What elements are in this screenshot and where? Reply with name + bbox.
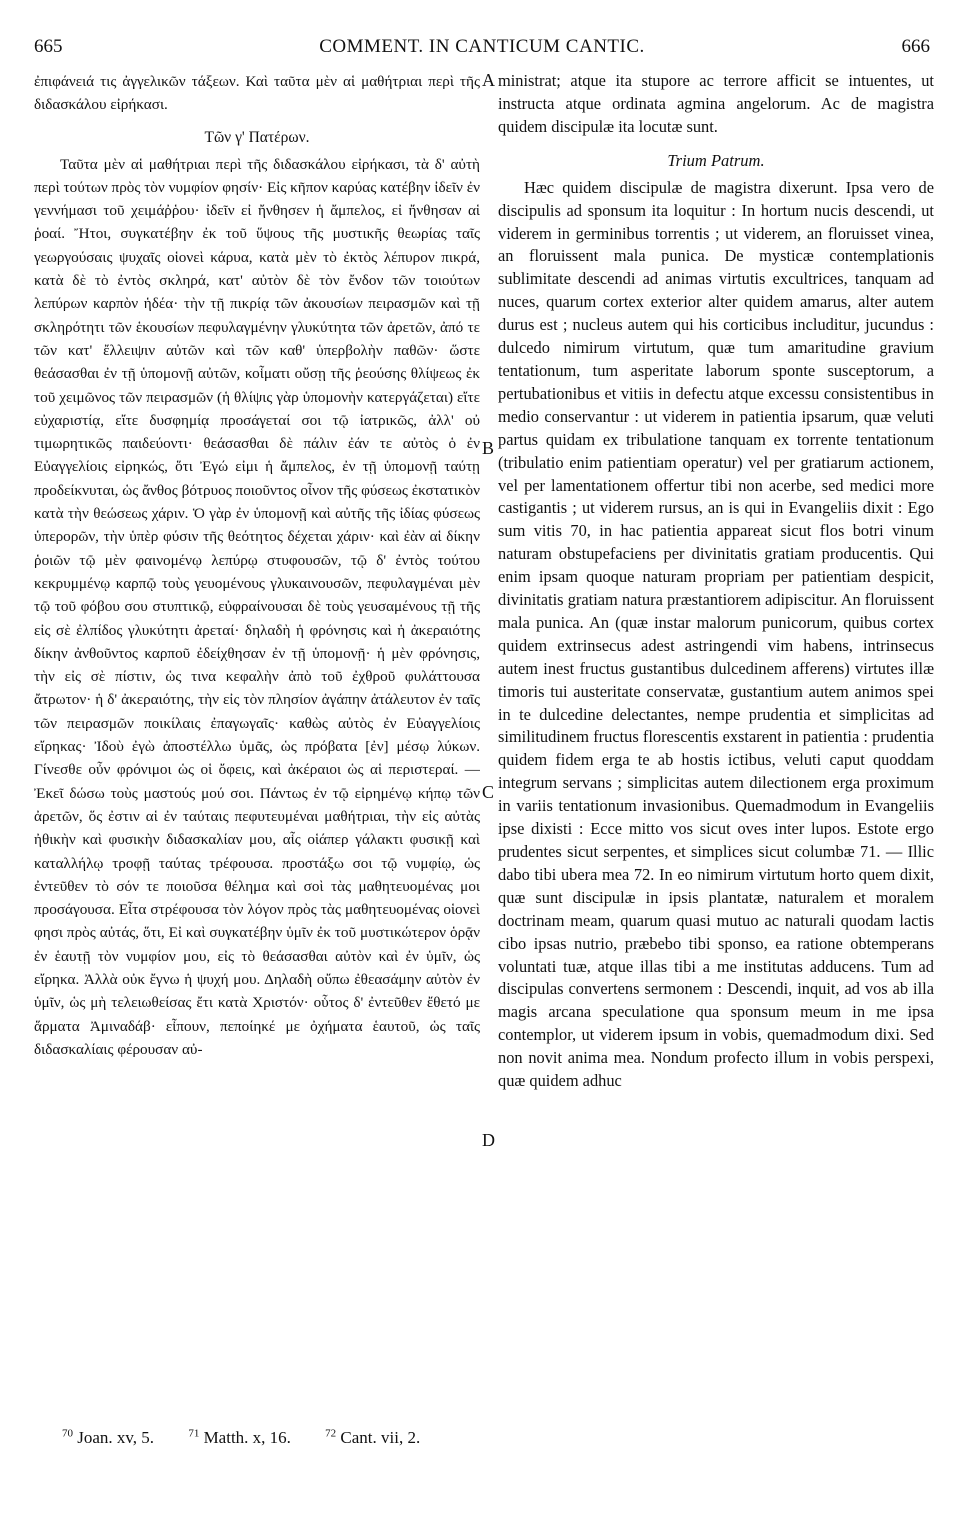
latin-intro: ministrat; atque ita stupore ac terrore afficit se intuentes, ut instructa atque ordinata agmina angelorum. Ac de magistra quidem discipulæ ita locutæ sunt.	[498, 71, 934, 136]
greek-section-heading: Τῶν γ' Πατέρων.	[204, 128, 310, 146]
footnote	[188, 1428, 291, 1447]
footnote-text: Matth. x, 16.	[203, 1427, 291, 1447]
marker-d: D	[482, 1130, 495, 1150]
footnote	[62, 1428, 154, 1447]
greek-intro: ἐπιφάνειά τις ἀγγελικῶν τάξεων. Καὶ ταῦτα μὲν αἱ μαθήτριαι περὶ τῆς διδασκάλου εἰρήκασι.	[34, 73, 480, 114]
marker-b: B	[482, 438, 495, 458]
footnote-number: 72	[325, 1427, 337, 1439]
right-page-number: 666	[901, 36, 930, 57]
footnote-number: 70	[62, 1427, 73, 1439]
footnote-text: Cant. vii, 2.	[340, 1427, 421, 1447]
greek-column	[34, 70, 480, 1400]
footnotes	[62, 1427, 922, 1448]
left-page-number: 665	[34, 36, 63, 57]
marker-c: C	[482, 782, 495, 802]
marker-a: A	[482, 70, 495, 90]
footnote-number: 71	[188, 1427, 200, 1439]
footnote-text: Joan. xv, 5.	[77, 1427, 155, 1447]
running-title: COMMENT. IN CANTICUM CANTIC.	[319, 36, 645, 57]
latin-body: Hæc quidem discipulæ de magistra dixerunt. Ipsa vero de discipulis ad sponsum ita loquitur : In hortum nucis descendi, ut viderem in germinibus torrentis ; ut viderem, an floruisset vinea, an floruissent mala punica. De mysticæ contemplationis sublimitate descendi ad animas virtutis excultrices, tanquam ad nuces, quarum cortex exterior alter quidem amarus, alter autem durus est ; nucleus autem qui his corticibus includitur, jucundus : dulcedo nimirum virtutum, quæ tum amaritudine gravium tentationum, tum asperitate laborum sponte susceptorum, a pertubationibus et vitiis in defectu atque excessu consistentibus in medio conservantur : ut viderem in patientia ipsarum, quæ veluti partus quidam ex tribulatione tanquam ex torrente tentationum (tribulatio enim patientiam operatur) vel per gratiarum actionem, vel per lamentationem offertur tibi non acerbe, sed medici more castigantis ; ut viderem rursus, an is qui in Evangeliis dixit : Ego sum vitis 70, in hac patientia appareat sicut flos botri vinum naturam obstupefaciens per divinitatis gratiam producentis. Qui enim ipsam quoque naturam propriam per patientiam despicit, divinitatis gratiam natura præstantiorem adipiscitur. An floruissent mala punica. An (quæ instar malorum punicorum, quibus cortex quidem extrinsecus adest astringendi vim habens, intrinsecus autem inest fructus gustantibus dulcedinem afferens) virtutes illæ timoris tui austeritate conservatæ, gustantium autem animos spei in te dulcedine delectantes, nempe prudentia et simplicitas ad similitudinem fructus florescentis exstarent in patientia : prudentia quidem fidem erga te ab hostis ictibus, veluti caput quoddam integrum servans ; simplicitas autem dilectionem erga proximum in variis tentationum invasionibus. Quemadmodum in Evangeliis ipse dixisti : Ecce mitto vos sicut oves inter lupos. Estote ergo prudentes sicut serpentes, et simplices sicut columbæ 71. — Illic dabo tibi ubera mea 72. In eo nimirum virtutum horto quem dixit, quæ sunt discipulæ in ipsis plantatæ, naturalem et moralem doctrinam meam, quarum quasi mutuo ac naturali quodam lactis cibo ipsas nutrio, præbebo tibi sponso, ea ratione obtemperans voluntati tuæ, atque illas tibi a me institutas adducens. Tum ad discipulas convertens sermonem : Descendi, inquit, ad vos ab illa magis arcana speculatione qua sponsum meum in me ipsa contemplor, ut viderem ipsum in vobis, quemadmodum dixi. Sed non novit anima mea. Nondum profecto illum in vobis perspexi, quæ quidem adhuc	[498, 177, 934, 1091]
margin-markers	[480, 70, 498, 1470]
latin-column	[498, 70, 934, 1400]
page-header	[34, 36, 930, 64]
footnote	[325, 1428, 420, 1447]
latin-section-heading: Trium Patrum.	[667, 150, 765, 170]
greek-body: Ταῦτα μὲν αἱ μαθήτριαι περὶ τῆς διδασκάλου εἰρήκασι, τὰ δ' αὐτὴ περὶ τούτων πρὸς τὸν νυμφίον φησίν· Εἰς κῆπον καρύας κατέβην ἰδεῖν ἐν γεννήμασι τοῦ χειμάῤῥου· ἰδεῖν εἰ ἤνθησεν ἡ ἄμπελος, εἰ ἤνθησαν αἱ ῥοαί. Ἤτοι, συγκατέβην ἐκ τοῦ ὕψους τῆς μυστικῆς θεωρίας ταῖς γεωργούσαις ψυχαῖς οἱονεὶ κάρυα, κατὰ μὲν τὸ ἐκτὸς λέπυρον πικρά, κατὰ δὲ τὸ ἐντὸς σκληρά, κατ' αὐτὸν δὲ τὸν ἔνδον τῶν τοιούτων λεπύρων καρπὸν ἡδέα· τὴν τῇ πικρίᾳ τῶν ἀκουσίων πειρασμῶν καὶ τῇ σκληρότητι τῶν ἑκουσίων πεφυλαγμένην γλυκύτητα τῶν ἀρετῶν, ἀπό τε τῶν κατ' ἔλλειψιν αὐτῶν καὶ τῶν καθ' ὑπερβολὴν παθῶν· ὥστε θεάσασθαι ἐν τῇ ὑπομονῇ αὐτῶν, κοἷματι οὔσῃ τῆς ῥεούσης θλίψεως ἐκ τοῦ χειμῶνος τῶν πειρασμῶν (ἡ θλίψις γὰρ ὑπομονὴν κατεργάζεται) εἴτε εὐχαριστίᾳ, εἴτε δυσφημίᾳ προσάγεταί σοι τῷ ἰατρικῶς, ἀλλ' οὐ τιμωρητικῶς παιδεύοντι· θεάσασθαι δὲ πάλιν ἐάν τε αὐτὸς ὁ ἐν Εὐαγγελίοις εἰρηκώς, ὅτι Ἐγώ εἰμι ἡ ἄμπελος, ἐν τῇ ὑπομονῇ ταύτῃ προδείκνυται, ὡς ἄνθος βότρυος ποιοῦντος οἶνον τῆς φύσεως ἐκστατικὸν κατὰ τὴν θεώσεως χάριν. Ὁ γὰρ ἐν ὑπομονῇ καὶ αὐτῆς τῆς ἰδίας φύσεως ὑπερορῶν, τὴν ὑπὲρ φύσιν τῆς θεότητος δέχεται χάριν· καὶ ἐὰν αἱ δίκην ῥοιῶν τῷ μὲν φαινομένῳ λεπύρῳ στυφουσῶν, τῷ δ' ἐντὸς τούτου κεκρυμμένῳ καρπῷ τοὺς γευομένους γλυκαινουσῶν, πεφυλαγμέναι μὲν τῷ τοῦ φόβου σου στυπτικῷ, εὐφραίνουσαι δὲ τοὺς γευσαμένους τῇ τῆς εἰς σὲ ἐλπίδος γλυκύτητι ἀρεταί· δηλαδὴ ἡ φρόνησις καὶ ἡ ἀκεραιότης δίκην ἀνθοῦντος καρποῦ ἐδείχθησαν ἐν τῇ ὑπομονῇ· ἡ μὲν φρόνησις, τὴν εἰς σὲ πίστιν, ὡς τινα κεφαλὴν ἀπὸ τοῦ ἐχθροῦ φυλάττουσα ἄτρωτον· ἡ δ' ἀκεραιότης, τὴν εἰς τὸν πλησίον ἀγάπην ἀτάλευτον ἐν ταῖς τῶν πειρασμῶν ποικίλαις ἐπαγωγαῖς· καθὼς αὐτὸς ἐν Εὐαγγελίοις εἴρηκας· Ἰδοὺ ἐγὼ ἀποστέλλω ὑμᾶς, ὡς πρόβατα [ἐν] μέσῳ λύκων. Γίνεσθε οὖν φρόνιμοι ὡς οἱ ὄφεις, καὶ ἀκέραιοι ὡς αἱ περιστεραί. — Ἐκεῖ δώσω τοὺς μαστούς μού σοι. Πάντως ἐν τῷ εἰρημένῳ κήπῳ τῶν ἀρετῶν, ὅς ἐστιν αἱ ἐν ταύταις πεφυτευμέναι μαθήτριαι, τὴν εἰς αὐτὰς ἠθικὴν καὶ φυσικὴν διδασκαλίαν μου, αἷς οἱάπερ γάλακτι φυσικῇ καὶ καταλλήλῳ τροφῇ ταύτας τρέφουσα. προστάξω σοι τῷ νυμφίῳ, ὡς ἐντεῦθεν τὸ σόν τε ποιοῦσα θέλημα καὶ σοὶ τὰς μαθητευομένας μοι προσάγουσα. Εἶτα στρέφουσα τὸν λόγον πρὸς τὰς μαθητευομένας οἱονεὶ φησι πρὸς αὐτάς, ὅτι, Εἰ καὶ συγκατέβην ὑμῖν ἐκ τοῦ μυστικώτερον ὁρᾷν ἐν ἑαυτῇ τὸν νυμφίον μου, εἰς τὸ θεάσασθαι αὐτὸν καὶ ἐν ὑμῖν, ὡς εἴρηκα. Ἀλλὰ οὐκ ἔγνω ἡ ψυχή μου. Δηλαδὴ οὔπω ἐθεασάμην αὐτὸν ἐν ὑμῖν, ὡς μὴ τελειωθείσας ἔτι κατὰ Χριστόν· οὗτος δ' ἐντεῦθεν ἔθετό με ἅρματα Ἀμιναδάβ· εἶπουν, πεποίηκέ με ὀχήματα ἑαυτοῦ, ὡς ταῖς διδασκαλίαις φέρουσαν αὐ-	[34, 155, 480, 1058]
